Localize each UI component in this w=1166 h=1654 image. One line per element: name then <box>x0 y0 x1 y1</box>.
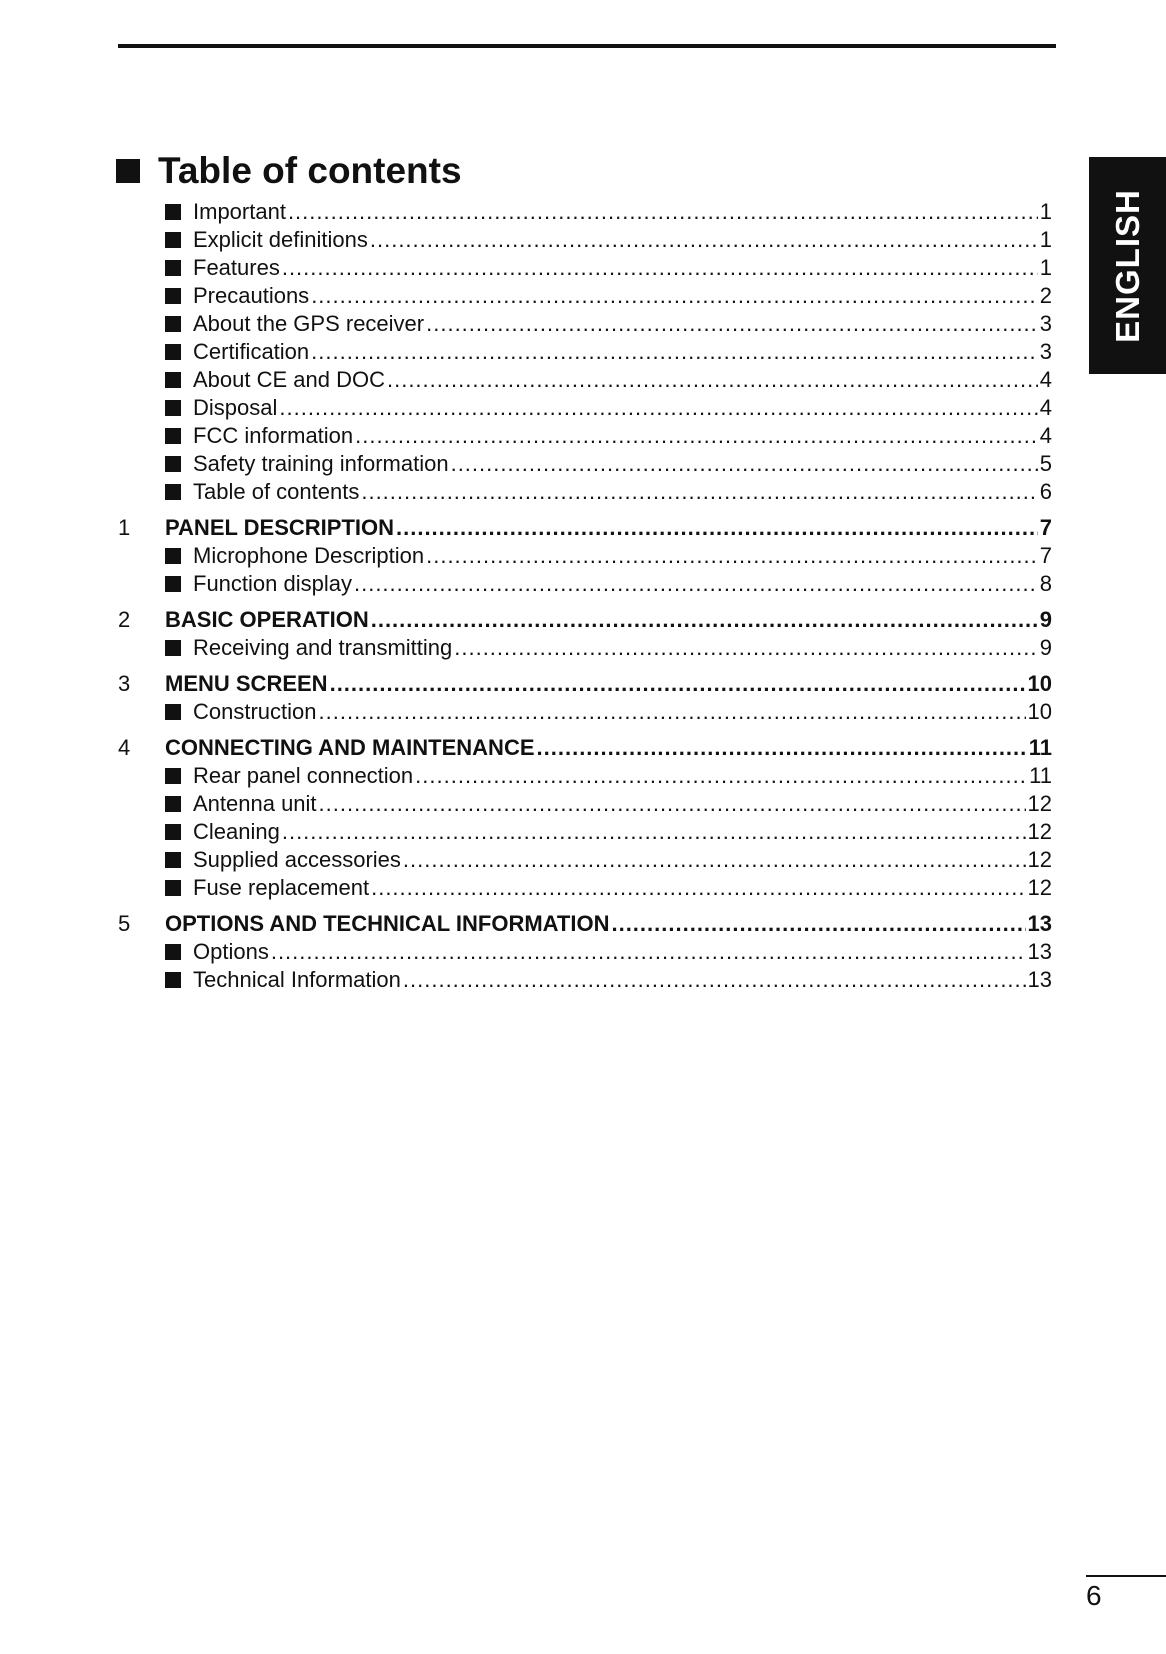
chapter-title: MENU SCREEN <box>165 671 328 696</box>
dot-leader <box>282 818 1026 846</box>
page-title <box>116 148 462 194</box>
toc-entry-title: Certification <box>193 339 310 364</box>
bullet-square-icon <box>165 260 181 276</box>
toc-entry-title: Function display <box>193 571 352 596</box>
toc-entry-page: 9 <box>1039 635 1052 660</box>
toc-entry-page: 1 <box>1039 227 1052 252</box>
toc-entry-title: Fuse replacement <box>193 875 370 900</box>
dot-leader <box>355 422 1038 450</box>
toc-entry-page: 3 <box>1039 339 1052 364</box>
toc-entry-title: About CE and DOC <box>193 367 385 392</box>
toc-entry-title: Construction <box>193 699 317 724</box>
toc-entry-title: Supplied accessories <box>193 847 401 872</box>
toc-entry[interactable] <box>118 394 1052 422</box>
toc-entry-page: 6 <box>1039 479 1052 504</box>
dot-leader <box>387 366 1038 394</box>
dot-leader <box>371 606 1038 634</box>
toc-entry[interactable] <box>118 818 1052 846</box>
bullet-square-icon <box>165 316 181 332</box>
bullet-square-icon <box>165 704 181 720</box>
toc-entry[interactable] <box>118 254 1052 282</box>
dot-leader <box>370 226 1038 254</box>
toc-entry[interactable] <box>118 846 1052 874</box>
dot-leader <box>271 938 1026 966</box>
page-title-text: Table of contents <box>158 150 462 191</box>
bullet-square-icon <box>165 232 181 248</box>
dot-leader <box>454 634 1038 662</box>
toc-entry[interactable] <box>118 366 1052 394</box>
chapter-page: 7 <box>1039 515 1052 540</box>
toc-entry[interactable] <box>118 634 1052 662</box>
toc-list <box>118 198 1052 994</box>
toc-entry[interactable] <box>118 478 1052 506</box>
bullet-square-icon <box>165 204 181 220</box>
toc-entry-title: Receiving and transmitting <box>193 635 453 660</box>
toc-entry[interactable] <box>118 450 1052 478</box>
toc-entry-page: 8 <box>1039 571 1052 596</box>
dot-leader <box>311 282 1038 310</box>
chapter-number: 1 <box>118 515 131 540</box>
toc-entry-page: 1 <box>1039 255 1052 280</box>
toc-entry-page: 5 <box>1039 451 1052 476</box>
toc-entry-title: Rear panel connection <box>193 763 414 788</box>
dot-leader <box>288 198 1038 226</box>
toc-entry-title: Important <box>193 199 286 224</box>
toc-entry-page: 12 <box>1027 847 1052 872</box>
dot-leader <box>426 310 1038 338</box>
dot-leader <box>319 698 1026 726</box>
bullet-square-icon <box>165 972 181 988</box>
toc-entry-title: FCC information <box>193 423 354 448</box>
dot-leader <box>451 450 1038 478</box>
language-tab <box>1089 157 1166 374</box>
dot-leader <box>396 514 1038 542</box>
chapter-page: 9 <box>1039 607 1052 632</box>
toc-entry-title: Explicit definitions <box>193 227 368 252</box>
toc-entry-page: 7 <box>1039 543 1052 568</box>
toc-entry[interactable] <box>118 198 1052 226</box>
bullet-square-icon <box>165 796 181 812</box>
dot-leader <box>426 542 1038 570</box>
toc-entry-page: 4 <box>1039 423 1052 448</box>
toc-entry-page: 2 <box>1039 283 1052 308</box>
toc-chapter[interactable] <box>118 670 1052 698</box>
bullet-square-icon <box>165 484 181 500</box>
toc-entry-title: About the GPS receiver <box>193 311 425 336</box>
chapter-number: 5 <box>118 911 131 936</box>
toc-entry[interactable] <box>118 310 1052 338</box>
toc-entry[interactable] <box>118 762 1052 790</box>
bullet-square-icon <box>165 288 181 304</box>
title-square-icon <box>116 159 140 183</box>
chapter-page: 10 <box>1027 671 1052 696</box>
chapter-page: 11 <box>1028 735 1052 760</box>
toc-entry-title: Precautions <box>193 283 310 308</box>
dot-leader <box>282 254 1038 282</box>
toc-entry-page: 3 <box>1039 311 1052 336</box>
bullet-square-icon <box>165 548 181 564</box>
bullet-square-icon <box>165 852 181 868</box>
dot-leader <box>415 762 1027 790</box>
toc-entry-title: Cleaning <box>193 819 280 844</box>
toc-entry-title: Features <box>193 255 280 280</box>
chapter-title: PANEL DESCRIPTION <box>165 515 394 540</box>
toc-entry-title: Safety training information <box>193 451 449 476</box>
toc-entry[interactable] <box>118 790 1052 818</box>
dot-leader <box>311 338 1038 366</box>
toc-entry[interactable] <box>118 874 1052 902</box>
toc-chapter[interactable] <box>118 514 1052 542</box>
toc-entry-page: 12 <box>1027 791 1052 816</box>
footer-rule <box>1086 1575 1166 1577</box>
toc-entry[interactable] <box>118 938 1052 966</box>
toc-entry-title: Microphone Description <box>193 543 425 568</box>
chapter-title: CONNECTING AND MAINTENANCE <box>165 735 535 760</box>
bullet-square-icon <box>165 576 181 592</box>
toc-entry[interactable] <box>118 226 1052 254</box>
dot-leader <box>361 478 1037 506</box>
toc-entry-page: 13 <box>1027 967 1052 992</box>
dot-leader <box>330 670 1026 698</box>
language-tab-label: ENGLISH <box>1108 188 1146 343</box>
dot-leader <box>354 570 1038 598</box>
chapter-number: 3 <box>118 671 131 696</box>
page-number: 6 <box>1086 1580 1102 1611</box>
dot-leader <box>537 734 1027 762</box>
toc-entry-page: 4 <box>1039 395 1052 420</box>
toc-entry-page: 13 <box>1027 939 1052 964</box>
bullet-square-icon <box>165 400 181 416</box>
toc-entry[interactable] <box>118 282 1052 310</box>
toc-entry[interactable] <box>118 570 1052 598</box>
chapter-number: 4 <box>118 735 131 760</box>
bullet-square-icon <box>165 372 181 388</box>
toc-chapter[interactable] <box>118 734 1052 762</box>
dot-leader <box>371 874 1025 902</box>
dot-leader <box>611 910 1025 938</box>
toc-entry-page: 12 <box>1027 875 1052 900</box>
bullet-square-icon <box>165 640 181 656</box>
toc-chapter[interactable] <box>118 910 1052 938</box>
dot-leader <box>403 966 1026 994</box>
dot-leader <box>403 846 1026 874</box>
toc-entry[interactable] <box>118 698 1052 726</box>
bullet-square-icon <box>165 824 181 840</box>
dot-leader <box>319 790 1026 818</box>
bullet-square-icon <box>165 944 181 960</box>
toc-chapter[interactable] <box>118 606 1052 634</box>
bullet-square-icon <box>165 344 181 360</box>
toc-entry-page: 11 <box>1029 763 1052 788</box>
toc-entry-page: 12 <box>1027 819 1052 844</box>
toc-entry[interactable] <box>118 542 1052 570</box>
toc-entry-title: Disposal <box>193 395 278 420</box>
chapter-number: 2 <box>118 607 131 632</box>
toc-entry-page: 4 <box>1039 367 1052 392</box>
toc-entry[interactable] <box>118 338 1052 366</box>
chapter-page: 13 <box>1027 911 1052 936</box>
toc-entry[interactable] <box>118 966 1052 994</box>
bullet-square-icon <box>165 428 181 444</box>
toc-entry-title: Table of contents <box>193 479 360 504</box>
toc-entry-title: Antenna unit <box>193 791 317 816</box>
chapter-title: BASIC OPERATION <box>165 607 369 632</box>
dot-leader <box>279 394 1037 422</box>
bullet-square-icon <box>165 456 181 472</box>
toc-entry[interactable] <box>118 422 1052 450</box>
toc-entry-title: Options <box>193 939 269 964</box>
toc-entry-title: Technical Information <box>193 967 401 992</box>
toc-entry-page: 1 <box>1039 199 1052 224</box>
chapter-title: OPTIONS AND TECHNICAL INFORMATION <box>165 911 610 936</box>
top-rule <box>118 44 1056 48</box>
bullet-square-icon <box>165 768 181 784</box>
toc-entry-page: 10 <box>1027 699 1052 724</box>
bullet-square-icon <box>165 880 181 896</box>
